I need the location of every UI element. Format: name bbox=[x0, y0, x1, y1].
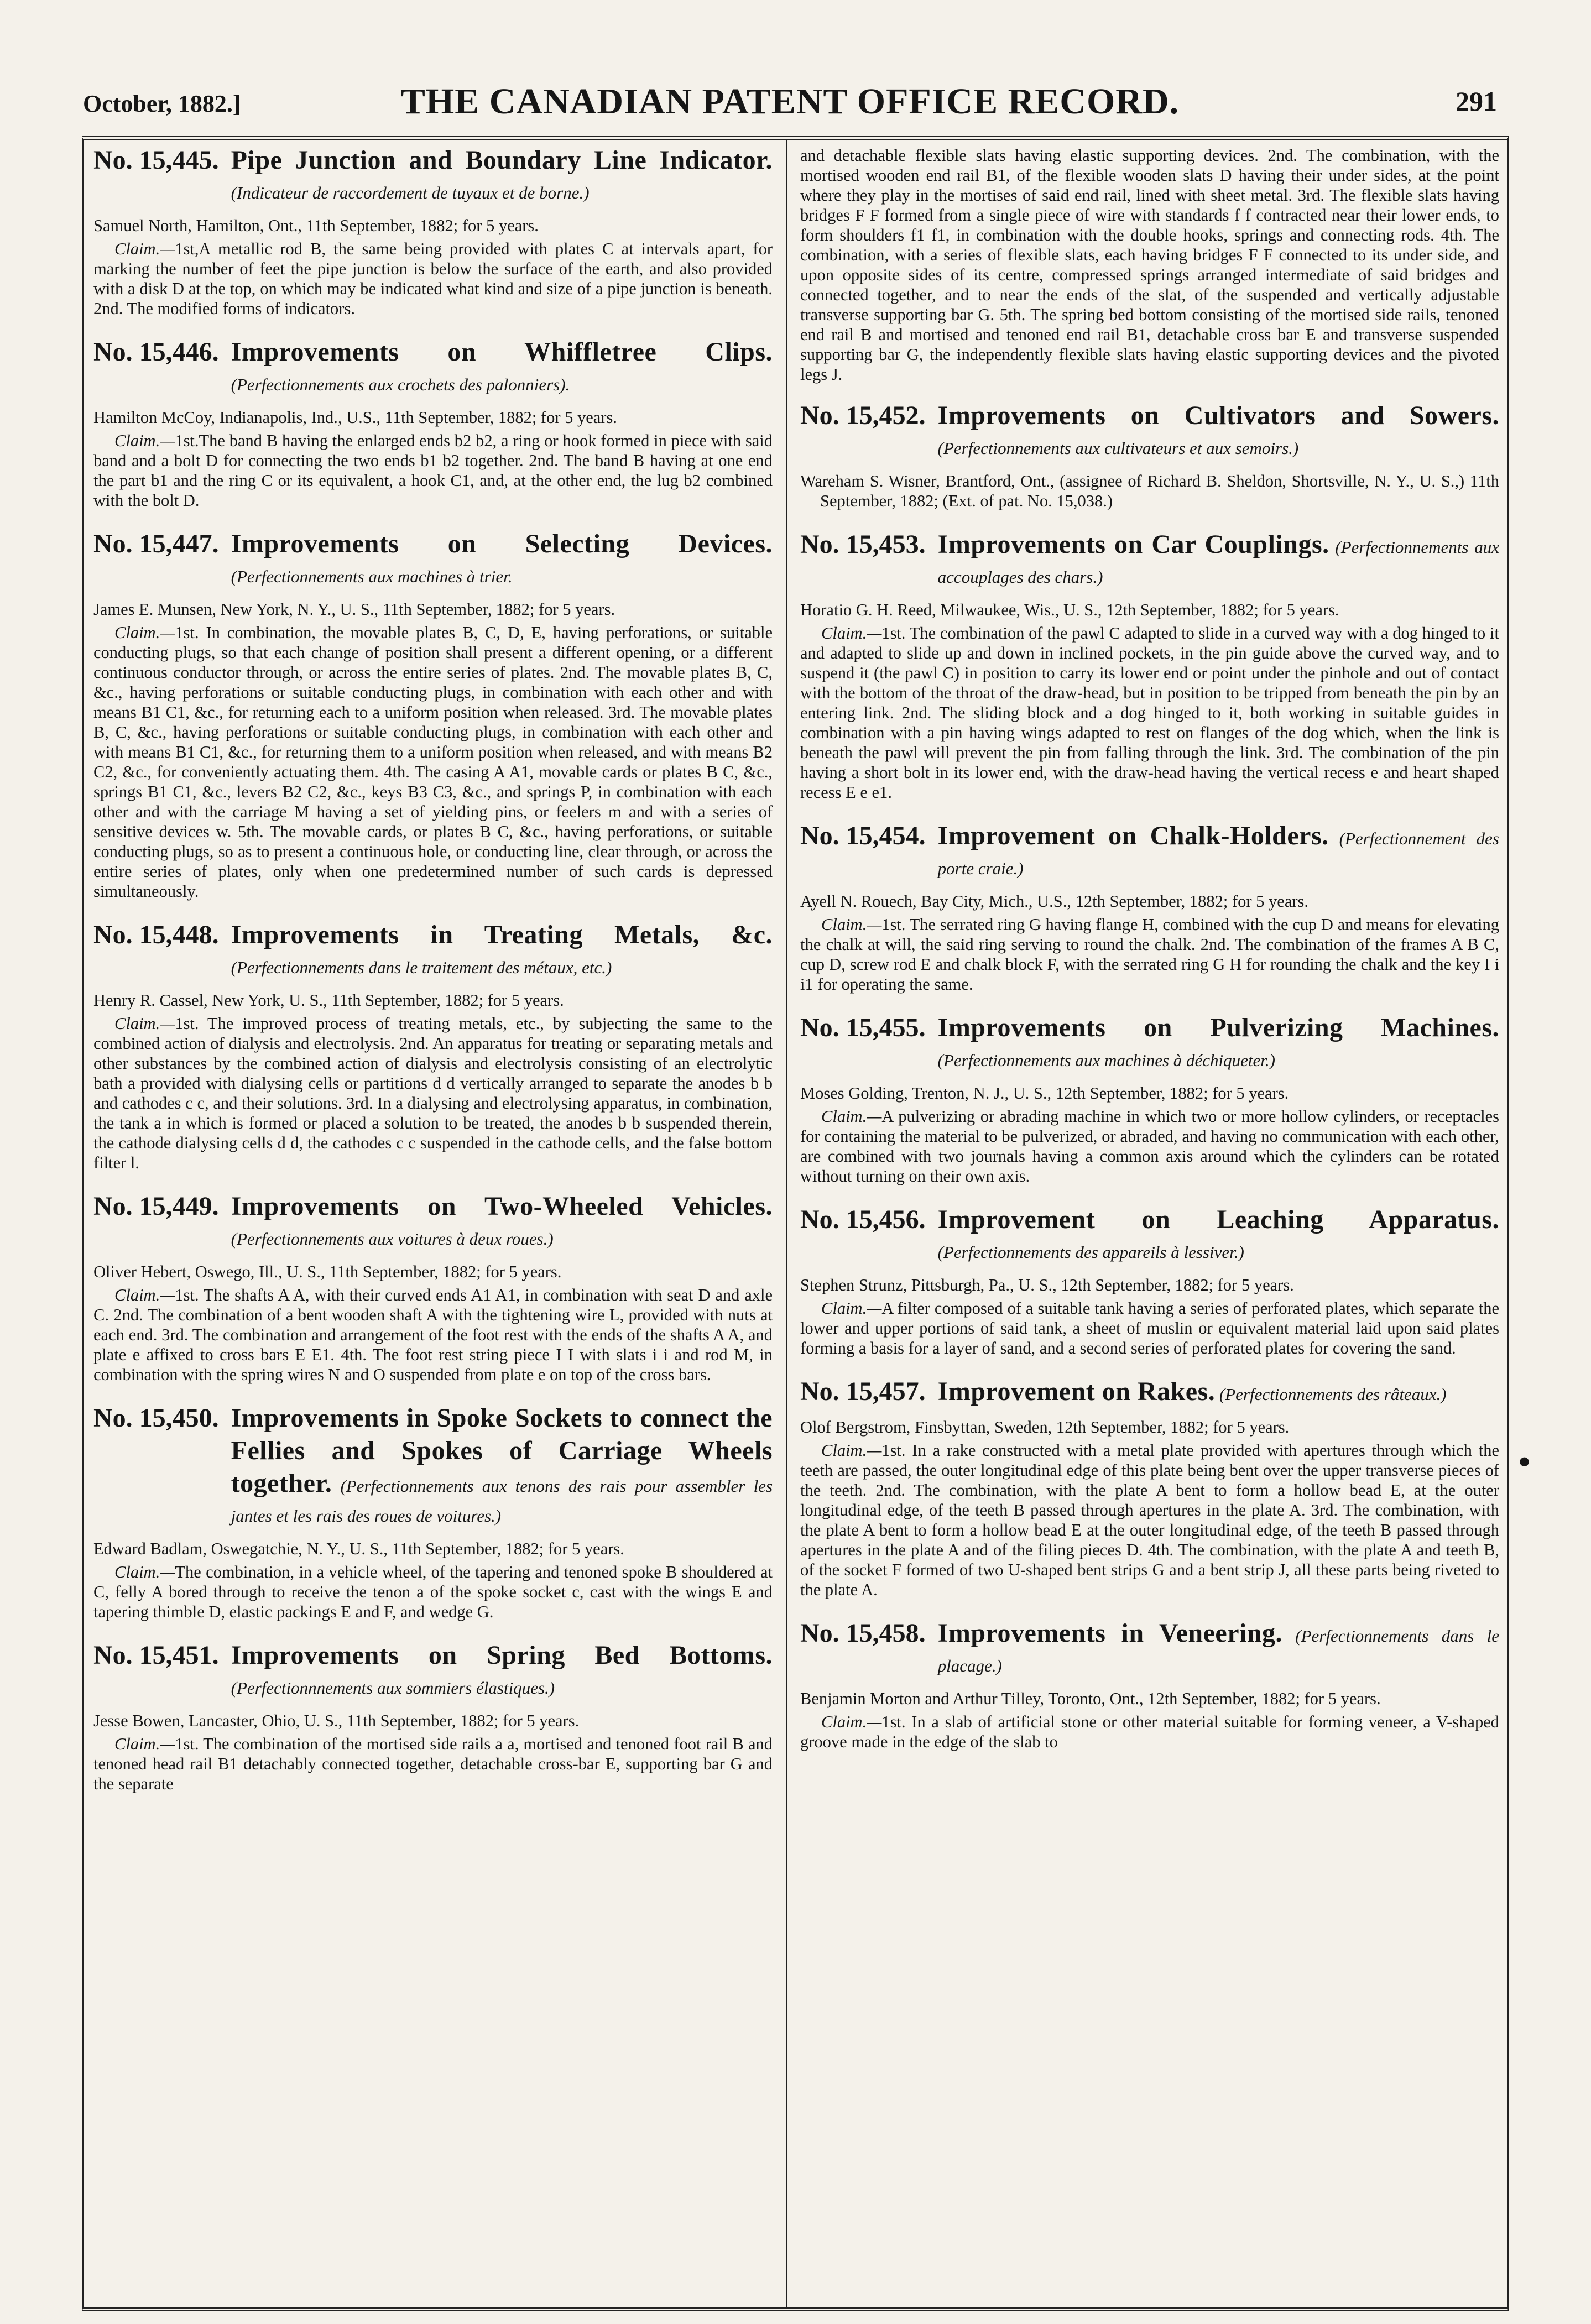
content-frame bbox=[82, 136, 1509, 2311]
patent-title: Improvements on Spring Bed Bottoms. bbox=[231, 1641, 773, 1670]
claim-label: Claim.— bbox=[114, 1563, 175, 1581]
french-title: (Perfectionnements aux crochets des palonniers). bbox=[231, 375, 570, 394]
claim-text bbox=[93, 239, 773, 318]
claim-body: 1st. The improved process of treating metals, etc., by subjecting the same to the combined action of dialysis and electrolysis. 2nd. An apparatus for treating or separating metals and other substances by the combined action of dialysis and electrolysis consisting of an electrolytic bath a provided with dialysing cells or partitions d d vertically arranged to separate the anodes b b and cathodes c c, and their solutions. 3rd. In a dialysing and electrolysing apparatus, in combination, the tank a in which is formed or placed a solution to be treated, the anodes b b suspended therein, the cathode dialysing cells d d, the cathodes c c suspended in the cathode cells, and the false bottom filter l. bbox=[93, 1014, 773, 1172]
patent-number: No. 15,453. bbox=[800, 530, 926, 559]
entry-heading bbox=[93, 920, 773, 983]
patent-title: Improvement on Chalk-Holders. bbox=[937, 821, 1329, 850]
patent-entry bbox=[93, 529, 773, 901]
patent-number: No. 15,448. bbox=[93, 920, 219, 949]
inventor-line: Wareham S. Wisner, Brantford, Ont., (assignee of Richard B. Sheldon, Shortsville, N. Y., U. S.,) 11th September, 1882; (Ext. of pat. No. 15,038.) bbox=[800, 472, 1499, 510]
patent-title: Improvements on Pulverizing Machines. bbox=[937, 1013, 1499, 1042]
claim-label: Claim.— bbox=[821, 624, 882, 643]
patent-entry bbox=[93, 1403, 773, 1622]
left-column bbox=[93, 145, 773, 2302]
claim-label: Claim.— bbox=[114, 623, 175, 642]
margin-mark: • bbox=[1518, 1444, 1530, 1480]
french-title: (Perfectionnements aux voitures à deux roues.) bbox=[231, 1229, 554, 1249]
heading-text bbox=[938, 1618, 1499, 1681]
patent-title: Improvements on Two-Wheeled Vehicles. bbox=[231, 1192, 773, 1221]
french-title: (Perfectionnements aux tenons des rais pour assembler les jantes et les rais des roues de voitures.) bbox=[231, 1476, 773, 1526]
patent-number: No. 15,456. bbox=[800, 1205, 926, 1234]
heading-text bbox=[231, 1641, 773, 1703]
claim-body: 1st. In a rake constructed with a metal plate provided with apertures through which the teeth are passed, the outer longitudinal edge of this plate being bent over the upper transverse pieces of the teeth. 2nd. The combination, with the plate A bent to form a hollow bead E, at the outer longitudinal edge, of the teeth B passed through apertures in the plate A. 3rd. The combination, with the plate A bent to form a hollow bead E at the outer longitudinal edge, of the teeth B passed through apertures in the plate A and of the filing pieces D. 4th. The combination, with the plate A and teeth B, of the socket F formed of two U-shaped bent strips G and a bent strip J, all these parts being riveted to the plate A. bbox=[800, 1441, 1499, 1599]
claim-body: A pulverizing or abrading machine in which two or more hollow cylinders, or receptacles for containing the material to be pulverized, or abraded, and having no communication with each other, are combined with two journals having a common axis around which the cylinders can be rotated without turning on their own axis. bbox=[800, 1107, 1499, 1185]
patent-entry bbox=[93, 1192, 773, 1385]
patent-number: No. 15,445. bbox=[93, 145, 219, 175]
running-head bbox=[83, 77, 1497, 122]
patent-number: No. 15,450. bbox=[93, 1403, 219, 1433]
patent-title: Improvements in Spoke Sockets to connect the Fellies and Spokes of Carriage Wheels together. bbox=[231, 1403, 773, 1498]
patent-entry bbox=[800, 1618, 1499, 1752]
french-title: (Perfectionnements aux machines à trier. bbox=[231, 567, 513, 586]
heading-text bbox=[231, 337, 773, 400]
inventor-line: Hamilton McCoy, Indianapolis, Ind., U.S., 11th September, 1882; for 5 years. bbox=[93, 408, 617, 427]
patent-number: No. 15,457. bbox=[800, 1377, 926, 1406]
patent-title: Improvements on Selecting Devices. bbox=[231, 529, 773, 558]
heading-text bbox=[231, 145, 773, 208]
claim-body: 1st. In a slab of artificial stone or other material suitable for forming veneer, a V-shaped groove made in the edge of the slab to bbox=[800, 1712, 1499, 1751]
heading-text bbox=[938, 1013, 1499, 1075]
entry-heading bbox=[800, 1377, 1499, 1409]
entry-heading bbox=[800, 1205, 1499, 1267]
heading-text bbox=[938, 821, 1499, 884]
page-number: 291 bbox=[1456, 86, 1497, 117]
inventor-line: Samuel North, Hamilton, Ont., 11th September, 1882; for 5 years. bbox=[93, 216, 539, 235]
patent-title: Improvements in Veneering. bbox=[937, 1618, 1283, 1648]
patent-title: Pipe Junction and Boundary Line Indicator. bbox=[231, 145, 773, 175]
inventor-line: Ayell N. Rouech, Bay City, Mich., U.S., 12th September, 1882; for 5 years. bbox=[800, 892, 1309, 911]
claim-label: Claim.— bbox=[821, 1299, 882, 1318]
claim-text bbox=[93, 1285, 773, 1385]
entry-heading bbox=[93, 337, 773, 400]
french-title: (Perfectionnements aux cultivateurs et aux semoirs.) bbox=[937, 438, 1299, 458]
claim-body: 1st. In combination, the movable plates B, C, D, E, having perforations, or suitable conducting plugs, so that each change of position shall present a different opening, or a different continuous conductor through, or across the entire series of plates. 2nd. The movable plates B, C, &c., having perforations or suitable conducting plugs, in combination with each other and with means B1 C1, &c., for returning each to a uniform position when released. 3rd. The movable plates B, C, &c., having perforations or suitable conducting plugs, in combination with each other and with means B1 C1, &c., for returning them to a uniform position when released, and with means B2 C2, &c., for conveniently actuating them. 4th. The casing A A1, movable cards or plates B C, &c., springs B1 C1, &c., levers B2 C2, &c., keys B3 C3, &c., and springs P, in combination with each other and with the carriage M having a set of yielding pins, or feelers m and with a series of sensitive devices w. 5th. The movable cards, or plates B C, &c., having perforations, or suitable conducting plugs, so as to present a continuous hole, or conducting line, clear through, or across the entire series of plates, only when one predetermined number of such cards is depressed simultaneously. bbox=[93, 623, 773, 901]
french-title: (Indicateur de raccordement de tuyaux et de borne.) bbox=[231, 183, 590, 202]
inventor-line: Olof Bergstrom, Finsbyttan, Sweden, 12th September, 1882; for 5 years. bbox=[800, 1418, 1290, 1437]
inventor-line: Benjamin Morton and Arthur Tilley, Toronto, Ont., 12th September, 1882; for 5 years. bbox=[800, 1689, 1381, 1708]
claim-body: 1st. The combination of the mortised side rails a a, mortised and tenoned foot rail B and tenoned head rail B1 detachably connected together, detachable cross-bar E, supporting bar G and the separate bbox=[93, 1735, 773, 1793]
french-title: (Perfectionnements dans le placage.) bbox=[937, 1626, 1499, 1675]
heading-text bbox=[938, 401, 1499, 463]
claim-text bbox=[800, 1440, 1499, 1600]
heading-text bbox=[938, 1205, 1499, 1267]
patent-entry bbox=[800, 530, 1499, 802]
patent-number: No. 15,446. bbox=[93, 337, 219, 367]
patent-entry bbox=[93, 337, 773, 510]
patent-entry bbox=[800, 1205, 1499, 1358]
patent-entry bbox=[93, 1641, 773, 1794]
entry-heading bbox=[800, 1013, 1499, 1075]
french-title: (Perfectionnements des râteaux.) bbox=[1219, 1385, 1447, 1404]
patent-entry bbox=[800, 1377, 1499, 1600]
claim-body: 1st. The combination of the pawl C adapted to slide in a curved way with a dog hinged to it and adapted to slide up and down in inclined pockets, in the pin guide above the curved way, and to suspend it (the pawl C) in position to carry its lower end or point under the pinhole and out of contact with the bottom of the throat of the draw-head, but in position to be tripped from beneath the pin by an entering link. 2nd. The sliding block and a dog hinged to it, both working in suitable guides in combination with a pin having wings adapted to rest on flanges of the dog which, when the link is beneath the pawl will prevent the pin from falling through the link. 3rd. The combination of the pin having a short bolt in its lower end, with the draw-head having the vertical recess e and heart shaped recess E e e1. bbox=[800, 624, 1499, 802]
french-title: (Perfectionnements des appareils à lessiver.) bbox=[937, 1242, 1244, 1262]
claim-text bbox=[93, 1562, 773, 1622]
claim-body: 1st,A metallic rod B, the same being provided with plates C at intervals apart, for marking the number of feet the pipe junction is below the surface of the earth, and also provided with a disk D at the top, on which may be indicated what kind and size of a pipe junction is beneath. 2nd. The modified forms of indicators. bbox=[93, 239, 773, 318]
heading-text bbox=[231, 1192, 773, 1254]
continued-claim: and detachable flexible slats having elastic supporting devices. 2nd. The combination, with the mortised wooden end rail B1, of the flexible wooden slats D having their under sides, at the point where they play in the mortises of said end rail, lined with sheet metal. 3rd. The flexible slats having bridges F F formed from a single piece of wire with standards f f contracted near their lower ends, to form shoulders f1 f1, in combination with the double hooks, springs and connecting rods. 4th. The combination, with a series of flexible slats, each having bridges F F connected to its under side, and upon opposite sides of its centre, compressed springs arranged intermediate of said bridges and connected together, and to near the ends of the slat, of the suspended and vertically adjustable transverse supporting bar G. 5th. The spring bed bottom consisting of the mortised side rails, tenoned end rail B and mortised and tenoned end rail B1, detachable cross bar E and transverse suspended supporting bar G, the independently flexible slats having elastic supporting devices and the pivoted legs J. bbox=[800, 146, 1499, 384]
entry-heading bbox=[93, 1192, 773, 1254]
entry-heading bbox=[93, 1641, 773, 1703]
claim-label: Claim.— bbox=[821, 915, 882, 934]
right-entries bbox=[800, 401, 1499, 1752]
entry-heading bbox=[93, 529, 773, 592]
patent-title: Improvement on Leaching Apparatus. bbox=[937, 1205, 1499, 1234]
heading-text bbox=[938, 1377, 1499, 1409]
inventor-line: Stephen Strunz, Pittsburgh, Pa., U. S., 12th September, 1882; for 5 years. bbox=[800, 1276, 1294, 1294]
entry-heading bbox=[800, 821, 1499, 884]
claim-label: Claim.— bbox=[114, 1014, 175, 1033]
patent-number: No. 15,458. bbox=[800, 1618, 926, 1648]
patent-number: No. 15,447. bbox=[93, 529, 219, 558]
right-column bbox=[800, 145, 1499, 2302]
claim-text bbox=[93, 1014, 773, 1173]
claim-text bbox=[800, 623, 1499, 802]
claim-label: Claim.— bbox=[114, 1286, 175, 1304]
claim-body: The combination, in a vehicle wheel, of the tapering and tenoned spoke B shouldered at C, felly A bored through to receive the tenon a of the spoke socket c, cast with the wings E and tapering thimble D, elastic packings E and F, and wedge G. bbox=[93, 1563, 773, 1621]
claim-text bbox=[93, 623, 773, 901]
claim-body: A filter composed of a suitable tank having a series of perforated plates, which separate the lower and upper portions of said tank, a sheet of muslin or equivalent material laid upon said plates forming a basis for a layer of sand, and a second series of perforated plates for covering the sand. bbox=[800, 1299, 1499, 1357]
french-title: (Perfectionnements aux machines à déchiqueter.) bbox=[937, 1051, 1275, 1070]
patent-entry bbox=[93, 920, 773, 1173]
claim-text bbox=[93, 1734, 773, 1794]
patent-title: Improvements on Whiffletree Clips. bbox=[231, 337, 773, 367]
inventor-line: Henry R. Cassel, New York, U. S., 11th September, 1882; for 5 years. bbox=[93, 991, 564, 1010]
entry-heading bbox=[800, 1618, 1499, 1681]
claim-label: Claim.— bbox=[821, 1712, 882, 1731]
inventor-line: Edward Badlam, Oswegatchie, N. Y., U. S., 11th September, 1882; for 5 years. bbox=[93, 1539, 624, 1558]
french-title: (Perfectionnements dans le traitement des métaux, etc.) bbox=[231, 958, 612, 977]
patent-entry bbox=[800, 1013, 1499, 1186]
inventor-line: Moses Golding, Trenton, N. J., U. S., 12th September, 1882; for 5 years. bbox=[800, 1084, 1289, 1103]
patent-title: Improvement on Rakes. bbox=[937, 1377, 1216, 1406]
claim-label: Claim.— bbox=[821, 1107, 882, 1126]
inventor-line: Jesse Bowen, Lancaster, Ohio, U. S., 11th September, 1882; for 5 years. bbox=[93, 1711, 580, 1730]
patent-number: No. 15,452. bbox=[800, 401, 926, 430]
claim-body: 1st. The shafts A A, with their curved ends A1 A1, in combination with seat D and axle C. 2nd. The combination of a bent wooden shaft A with the tightening wire L, provided with nuts at each end. 3rd. The combination and arrangement of the foot rest with the ends of the shafts A A, and plate e affixed to cross bars E E1. 4th. The foot rest string piece I I with slats i i and rod M, in combination with the spring wires N and O suspended from plate e on top of the cross bars. bbox=[93, 1286, 773, 1384]
claim-text bbox=[800, 1298, 1499, 1358]
patent-entry bbox=[93, 145, 773, 318]
patent-entry bbox=[800, 821, 1499, 994]
claim-body: 1st. The serrated ring G having flange H, combined with the cup D and means for elevating the chalk at will, the said ring serving to round the chalk. 2nd. The combination of the frames A B C, cup D, screw rod E and chalk block F, with the serrated ring G H for rounding the chalk and the key I i i1 for operating the same. bbox=[800, 915, 1499, 994]
claim-text bbox=[800, 1712, 1499, 1752]
patent-number: No. 15,449. bbox=[93, 1192, 219, 1221]
french-title: (Perfectionnnements aux sommiers élastiques.) bbox=[231, 1678, 555, 1698]
entry-heading bbox=[800, 401, 1499, 463]
claim-label: Claim.— bbox=[821, 1441, 882, 1460]
claim-text bbox=[800, 1106, 1499, 1186]
issue-date: October, 1882.] bbox=[83, 90, 241, 117]
french-title: (Perfectionnements aux accouplages des chars.) bbox=[937, 537, 1499, 587]
heading-text bbox=[231, 920, 773, 983]
inventor-line: Horatio G. H. Reed, Milwaukee, Wis., U. S., 12th September, 1882; for 5 years. bbox=[800, 600, 1339, 619]
patent-title: Improvements on Car Couplings. bbox=[937, 530, 1329, 559]
heading-text bbox=[231, 529, 773, 592]
claim-label: Claim.— bbox=[114, 239, 175, 258]
patent-number: No. 15,455. bbox=[800, 1013, 926, 1042]
patent-entry bbox=[800, 401, 1499, 511]
patent-title: Improvements in Treating Metals, &c. bbox=[231, 920, 773, 949]
claim-label: Claim.— bbox=[114, 1735, 175, 1753]
entry-heading bbox=[93, 145, 773, 208]
entry-heading bbox=[800, 530, 1499, 592]
inventor-line: James E. Munsen, New York, N. Y., U. S., 11th September, 1882; for 5 years. bbox=[93, 600, 615, 619]
claim-label: Claim.— bbox=[114, 431, 175, 450]
patent-number: No. 15,451. bbox=[93, 1641, 219, 1670]
claim-text bbox=[93, 431, 773, 510]
heading-text bbox=[938, 530, 1499, 592]
inventor-line: Oliver Hebert, Oswego, Ill., U. S., 11th September, 1882; for 5 years. bbox=[93, 1262, 562, 1281]
claim-body: 1st.The band B having the enlarged ends b2 b2, a ring or hook formed in piece with said band and a bolt D for connecting the two ends b1 b2 together. 2nd. The band B having at one end the part b1 and the ring C or its equivalent, a hook C1, and, at the other end, the lug b2 combined with the bolt D. bbox=[93, 431, 773, 510]
heading-text bbox=[231, 1403, 773, 1531]
french-title: (Perfectionnement des porte craie.) bbox=[937, 829, 1499, 878]
entry-heading bbox=[93, 1403, 773, 1531]
column-divider bbox=[786, 140, 787, 2307]
publication-title: THE CANADIAN PATENT OFFICE RECORD. bbox=[400, 81, 1180, 122]
claim-text bbox=[800, 915, 1499, 994]
patent-number: No. 15,454. bbox=[800, 821, 926, 850]
patent-title: Improvements on Cultivators and Sowers. bbox=[937, 401, 1499, 430]
